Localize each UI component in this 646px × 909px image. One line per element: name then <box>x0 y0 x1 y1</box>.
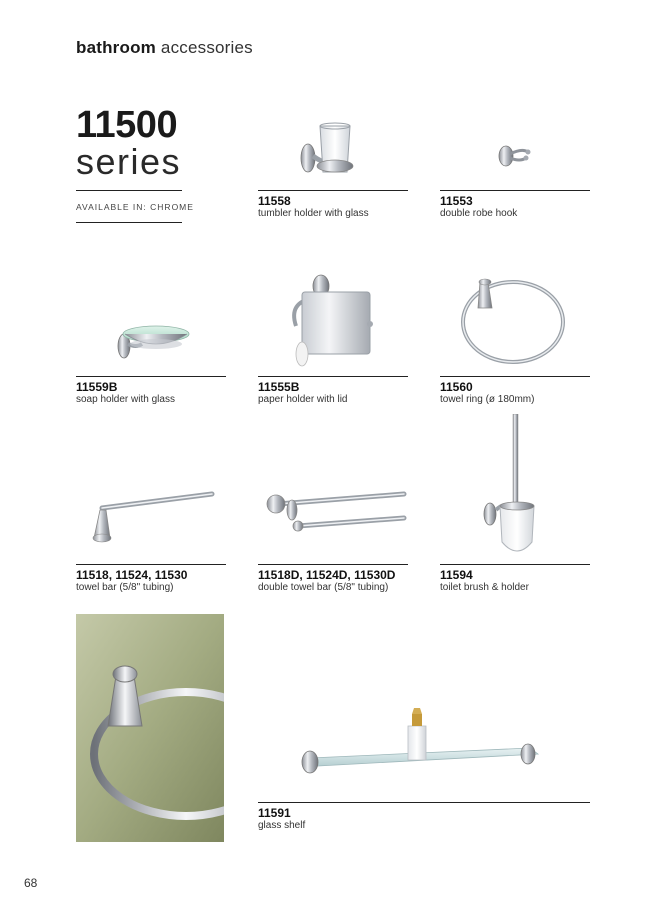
product-caption <box>440 564 590 593</box>
product-code: 11559B <box>76 380 118 394</box>
divider <box>258 564 408 565</box>
header-bold: bathroom <box>76 38 156 57</box>
towel-ring-icon <box>440 226 590 376</box>
header-light: accessories <box>160 38 253 57</box>
divider <box>440 564 590 565</box>
series-word: series <box>76 141 182 182</box>
divider <box>76 222 182 223</box>
lifestyle-photo <box>76 614 224 842</box>
product-code: 11553 <box>440 194 473 208</box>
double-towel-bar-icon <box>258 414 408 564</box>
product-caption <box>440 376 590 405</box>
soap-holder-icon <box>76 226 226 376</box>
product-code: 11591 <box>258 806 291 820</box>
product-name: tumbler holder with glass <box>258 208 369 219</box>
product-name: soap holder with glass <box>76 394 175 405</box>
product-name: towel bar (5/8" tubing) <box>76 582 174 593</box>
product-code: 11558 <box>258 194 291 208</box>
product-caption <box>258 802 590 831</box>
product-name: double towel bar (5/8" tubing) <box>258 582 389 593</box>
product-name: paper holder with lid <box>258 394 348 405</box>
product-code: 11518, 11524, 11530 <box>76 568 188 582</box>
divider <box>258 802 590 803</box>
divider <box>76 190 182 191</box>
availability-text: AVAILABLE IN: CHROME <box>76 202 194 212</box>
product-name: glass shelf <box>258 820 306 831</box>
divider <box>440 190 590 191</box>
product-name: toilet brush & holder <box>440 582 529 593</box>
towel-bar-icon <box>76 414 226 564</box>
divider <box>440 376 590 377</box>
robe-hook-icon <box>440 40 590 190</box>
product-caption <box>258 564 408 593</box>
divider <box>258 376 408 377</box>
product-name: double robe hook <box>440 208 518 219</box>
divider <box>76 564 226 565</box>
product-caption <box>76 564 226 593</box>
product-caption <box>258 376 408 405</box>
product-code: 11555B <box>258 380 300 394</box>
toilet-brush-icon <box>440 414 590 564</box>
product-code: 11560 <box>440 380 473 394</box>
divider <box>258 190 408 191</box>
product-code: 11594 <box>440 568 473 582</box>
tumbler-holder-icon <box>258 40 408 190</box>
divider <box>76 376 226 377</box>
paper-holder-icon <box>258 226 408 376</box>
product-caption <box>76 376 226 405</box>
series-number: 11500 <box>76 104 178 146</box>
product-name: towel ring (ø 180mm) <box>440 394 535 405</box>
product-caption <box>258 190 408 219</box>
product-caption <box>440 190 590 219</box>
section-header <box>76 38 253 58</box>
glass-shelf-icon <box>290 708 550 788</box>
product-code: 11518D, 11524D, 11530D <box>258 568 396 582</box>
page-number: 68 <box>24 876 38 890</box>
